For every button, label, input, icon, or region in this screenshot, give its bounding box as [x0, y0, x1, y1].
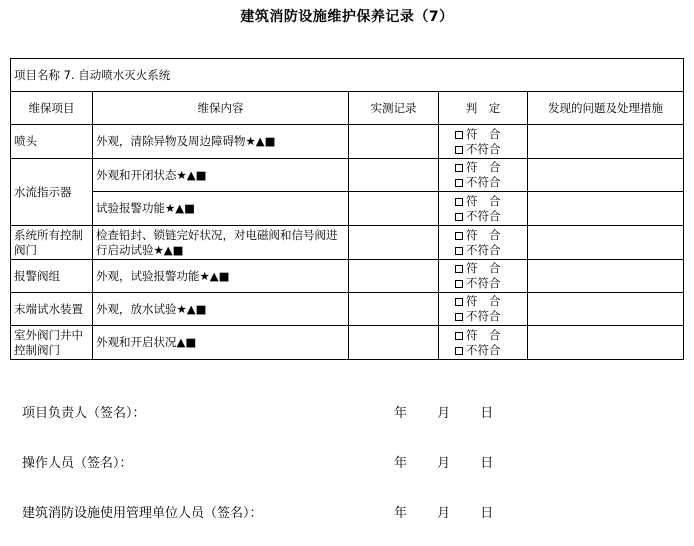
issues-cell[interactable] [528, 326, 684, 360]
signature-label: 建筑消防设施使用管理单位人员（签名）： [22, 506, 263, 521]
signature-line-management [22, 502, 622, 522]
verdict-cell [439, 260, 528, 293]
record-cell[interactable] [349, 260, 439, 293]
record-cell[interactable] [349, 192, 439, 226]
checkbox-icon[interactable] [455, 280, 463, 288]
verdict-cell [439, 192, 528, 226]
fail-option[interactable]: 不符合 [455, 243, 524, 258]
header-record: 实测记录 [349, 92, 439, 125]
fail-option[interactable]: 不符合 [455, 209, 524, 224]
record-cell[interactable] [349, 226, 439, 260]
checkbox-icon[interactable] [455, 332, 463, 340]
content-cell: 外观，放水试验★▲■ [93, 293, 349, 326]
signature-line-project-lead [22, 402, 622, 422]
issues-cell[interactable] [528, 226, 684, 260]
fail-option[interactable]: 不符合 [455, 175, 524, 190]
signature-date: 年 月 日 [394, 456, 494, 471]
item-cell: 末端试水装置 [11, 293, 93, 326]
record-cell[interactable] [349, 326, 439, 360]
issues-cell[interactable] [528, 260, 684, 293]
checkbox-icon[interactable] [455, 179, 463, 187]
verdict-cell [439, 125, 528, 159]
content-cell: 检查铅封、锁链完好状况，对电磁阀和信号阀进行启动试验★▲■ [93, 226, 349, 260]
verdict-cell [439, 326, 528, 360]
signature-line-operator [22, 452, 622, 472]
table-row [11, 260, 684, 293]
fail-option[interactable]: 不符合 [455, 276, 524, 291]
table-row [11, 125, 684, 159]
content-cell: 外观，试验报警功能★▲■ [93, 260, 349, 293]
document-title: 建筑消防设施维护保养记录（7） [240, 9, 454, 25]
project-name: 项目名称 7. 自动喷水灭火系统 [11, 59, 684, 92]
signature-label: 项目负责人（签名）： [22, 406, 146, 421]
fail-option[interactable]: 不符合 [455, 142, 524, 157]
table-row [11, 326, 684, 360]
checkbox-icon[interactable] [455, 265, 463, 273]
pass-option[interactable]: 符 合 [455, 127, 524, 142]
checkbox-icon[interactable] [455, 247, 463, 255]
item-cell: 水流指示器 [11, 159, 93, 226]
pass-option[interactable]: 符 合 [455, 194, 524, 209]
table-row [11, 159, 684, 192]
checkbox-icon[interactable] [455, 198, 463, 206]
issues-cell[interactable] [528, 159, 684, 192]
checkbox-icon[interactable] [455, 298, 463, 306]
signature-date: 年 月 日 [394, 506, 494, 521]
record-cell[interactable] [349, 159, 439, 192]
item-cell: 喷头 [11, 125, 93, 159]
signature-date: 年 月 日 [394, 406, 494, 421]
verdict-cell [439, 293, 528, 326]
header-judge: 判 定 [439, 92, 528, 125]
verdict-cell [439, 226, 528, 260]
issues-cell[interactable] [528, 293, 684, 326]
table-row [11, 192, 684, 226]
checkbox-icon[interactable] [455, 164, 463, 172]
header-item: 维保项目 [11, 92, 93, 125]
maintenance-record-table [10, 58, 684, 360]
pass-option[interactable]: 符 合 [455, 228, 524, 243]
fail-option[interactable]: 不符合 [455, 343, 524, 358]
content-cell: 试验报警功能★▲■ [93, 192, 349, 226]
item-cell: 系统所有控制阀门 [11, 226, 93, 260]
table-row [11, 293, 684, 326]
record-cell[interactable] [349, 125, 439, 159]
checkbox-icon[interactable] [455, 146, 463, 154]
issues-cell[interactable] [528, 125, 684, 159]
header-content: 维保内容 [93, 92, 349, 125]
checkbox-icon[interactable] [455, 232, 463, 240]
content-cell: 外观，清除异物及周边障碍物★▲■ [93, 125, 349, 159]
content-cell: 外观和开启状况▲■ [93, 326, 349, 360]
checkbox-icon[interactable] [455, 131, 463, 139]
item-cell: 室外阀门井中控制阀门 [11, 326, 93, 360]
pass-option[interactable]: 符 合 [455, 261, 524, 276]
fail-option[interactable]: 不符合 [455, 309, 524, 324]
issues-cell[interactable] [528, 192, 684, 226]
verdict-cell [439, 159, 528, 192]
pass-option[interactable]: 符 合 [455, 160, 524, 175]
content-cell: 外观和开闭状态★▲■ [93, 159, 349, 192]
item-cell: 报警阀组 [11, 260, 93, 293]
checkbox-icon[interactable] [455, 347, 463, 355]
checkbox-icon[interactable] [455, 213, 463, 221]
record-cell[interactable] [349, 293, 439, 326]
pass-option[interactable]: 符 合 [455, 294, 524, 309]
header-issues: 发现的问题及处理措施 [528, 92, 684, 125]
checkbox-icon[interactable] [455, 313, 463, 321]
table-row [11, 226, 684, 260]
pass-option[interactable]: 符 合 [455, 328, 524, 343]
signature-label: 操作人员（签名）： [22, 456, 133, 471]
